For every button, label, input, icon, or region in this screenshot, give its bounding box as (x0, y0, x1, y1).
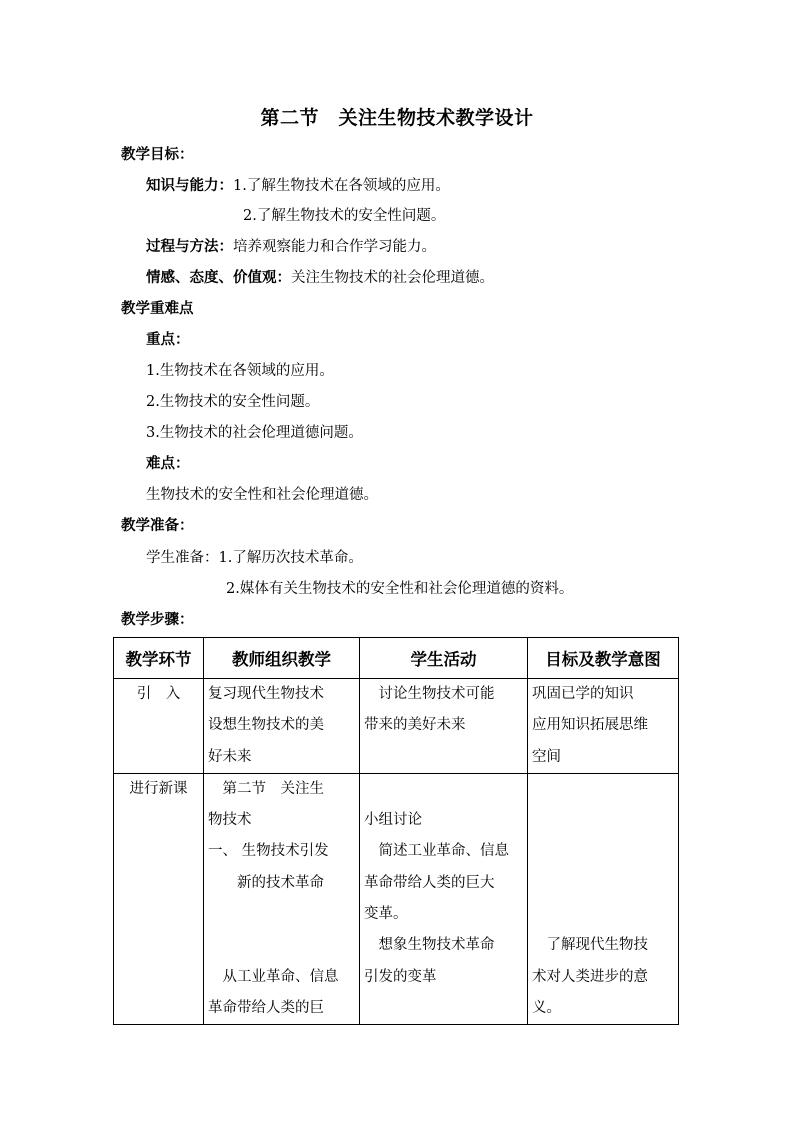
table-header-row (114, 638, 679, 679)
knowledge-line-1 (146, 176, 450, 196)
attitude-label: 情感、态度、价值观： (146, 269, 291, 286)
process-label: 过程与方法： (146, 238, 233, 255)
teacher-cell: 复习现代生物技术 设想生物技术的美 好未来 (204, 679, 360, 774)
process-line (146, 237, 436, 257)
header-student: 学生活动 (360, 638, 528, 679)
knowledge-item-1: 1.了解生物技术在各领域的应用。 (233, 178, 450, 194)
header-stage: 教学环节 (114, 638, 204, 679)
stage-cell: 进行新课 (114, 773, 204, 1024)
prep-heading: 教学准备： (121, 517, 194, 534)
difficult-text: 生物技术的安全性和社会伦理道德。 (146, 487, 378, 503)
knowledge-label: 知识与能力： (146, 177, 233, 194)
process-text: 培养观察能力和合作学习能力。 (233, 239, 436, 255)
header-teacher: 教师组织教学 (204, 638, 360, 679)
teacher-cell: 第二节 关注生 物技术 一、 生物技术引发 新的技术革命 从工业革命、信息 革命带给人类的巨 (204, 773, 360, 1024)
key-item-2: 2.生物技术的安全性问题。 (146, 394, 320, 410)
stage-cell: 引 入 (114, 679, 204, 774)
header-goal: 目标及教学意图 (528, 638, 679, 679)
prep-line-1: 学生准备：1.了解历次技术革命。 (146, 550, 363, 566)
table-row (114, 679, 679, 774)
attitude-text: 关注生物技术的社会伦理道德。 (291, 270, 494, 286)
prep-line-2: 2.媒体有关生物技术的安全性和社会伦理道德的资料。 (226, 581, 574, 597)
goals-heading: 教学目标： (121, 146, 194, 163)
goal-cell: 了解现代生物技 术对人类进步的意 义。 (528, 773, 679, 1024)
key-item-3: 3.生物技术的社会伦理道德问题。 (146, 425, 363, 441)
page-title: 第二节 关注生物技术教学设计 (260, 107, 534, 129)
key-points-heading: 教学重难点 (121, 300, 194, 317)
student-cell: 讨论生物技术可能 带来的美好未来 (360, 679, 528, 774)
difficult-label: 难点： (146, 455, 190, 472)
knowledge-item-2: 2.了解生物技术的安全性问题。 (243, 208, 446, 224)
attitude-line (146, 268, 494, 288)
teaching-steps-table (113, 637, 679, 1025)
steps-heading: 教学步骤： (121, 611, 194, 628)
key-label: 重点： (146, 331, 190, 348)
key-item-1: 1.生物技术在各领域的应用。 (146, 363, 334, 379)
table-row (114, 773, 679, 1024)
student-cell: 小组讨论 简述工业革命、信息 革命带给人类的巨大 变革。 想象生物技术革命 引发的变革 (360, 773, 528, 1024)
goal-cell: 巩固已学的知识 应用知识拓展思维 空间 (528, 679, 679, 774)
